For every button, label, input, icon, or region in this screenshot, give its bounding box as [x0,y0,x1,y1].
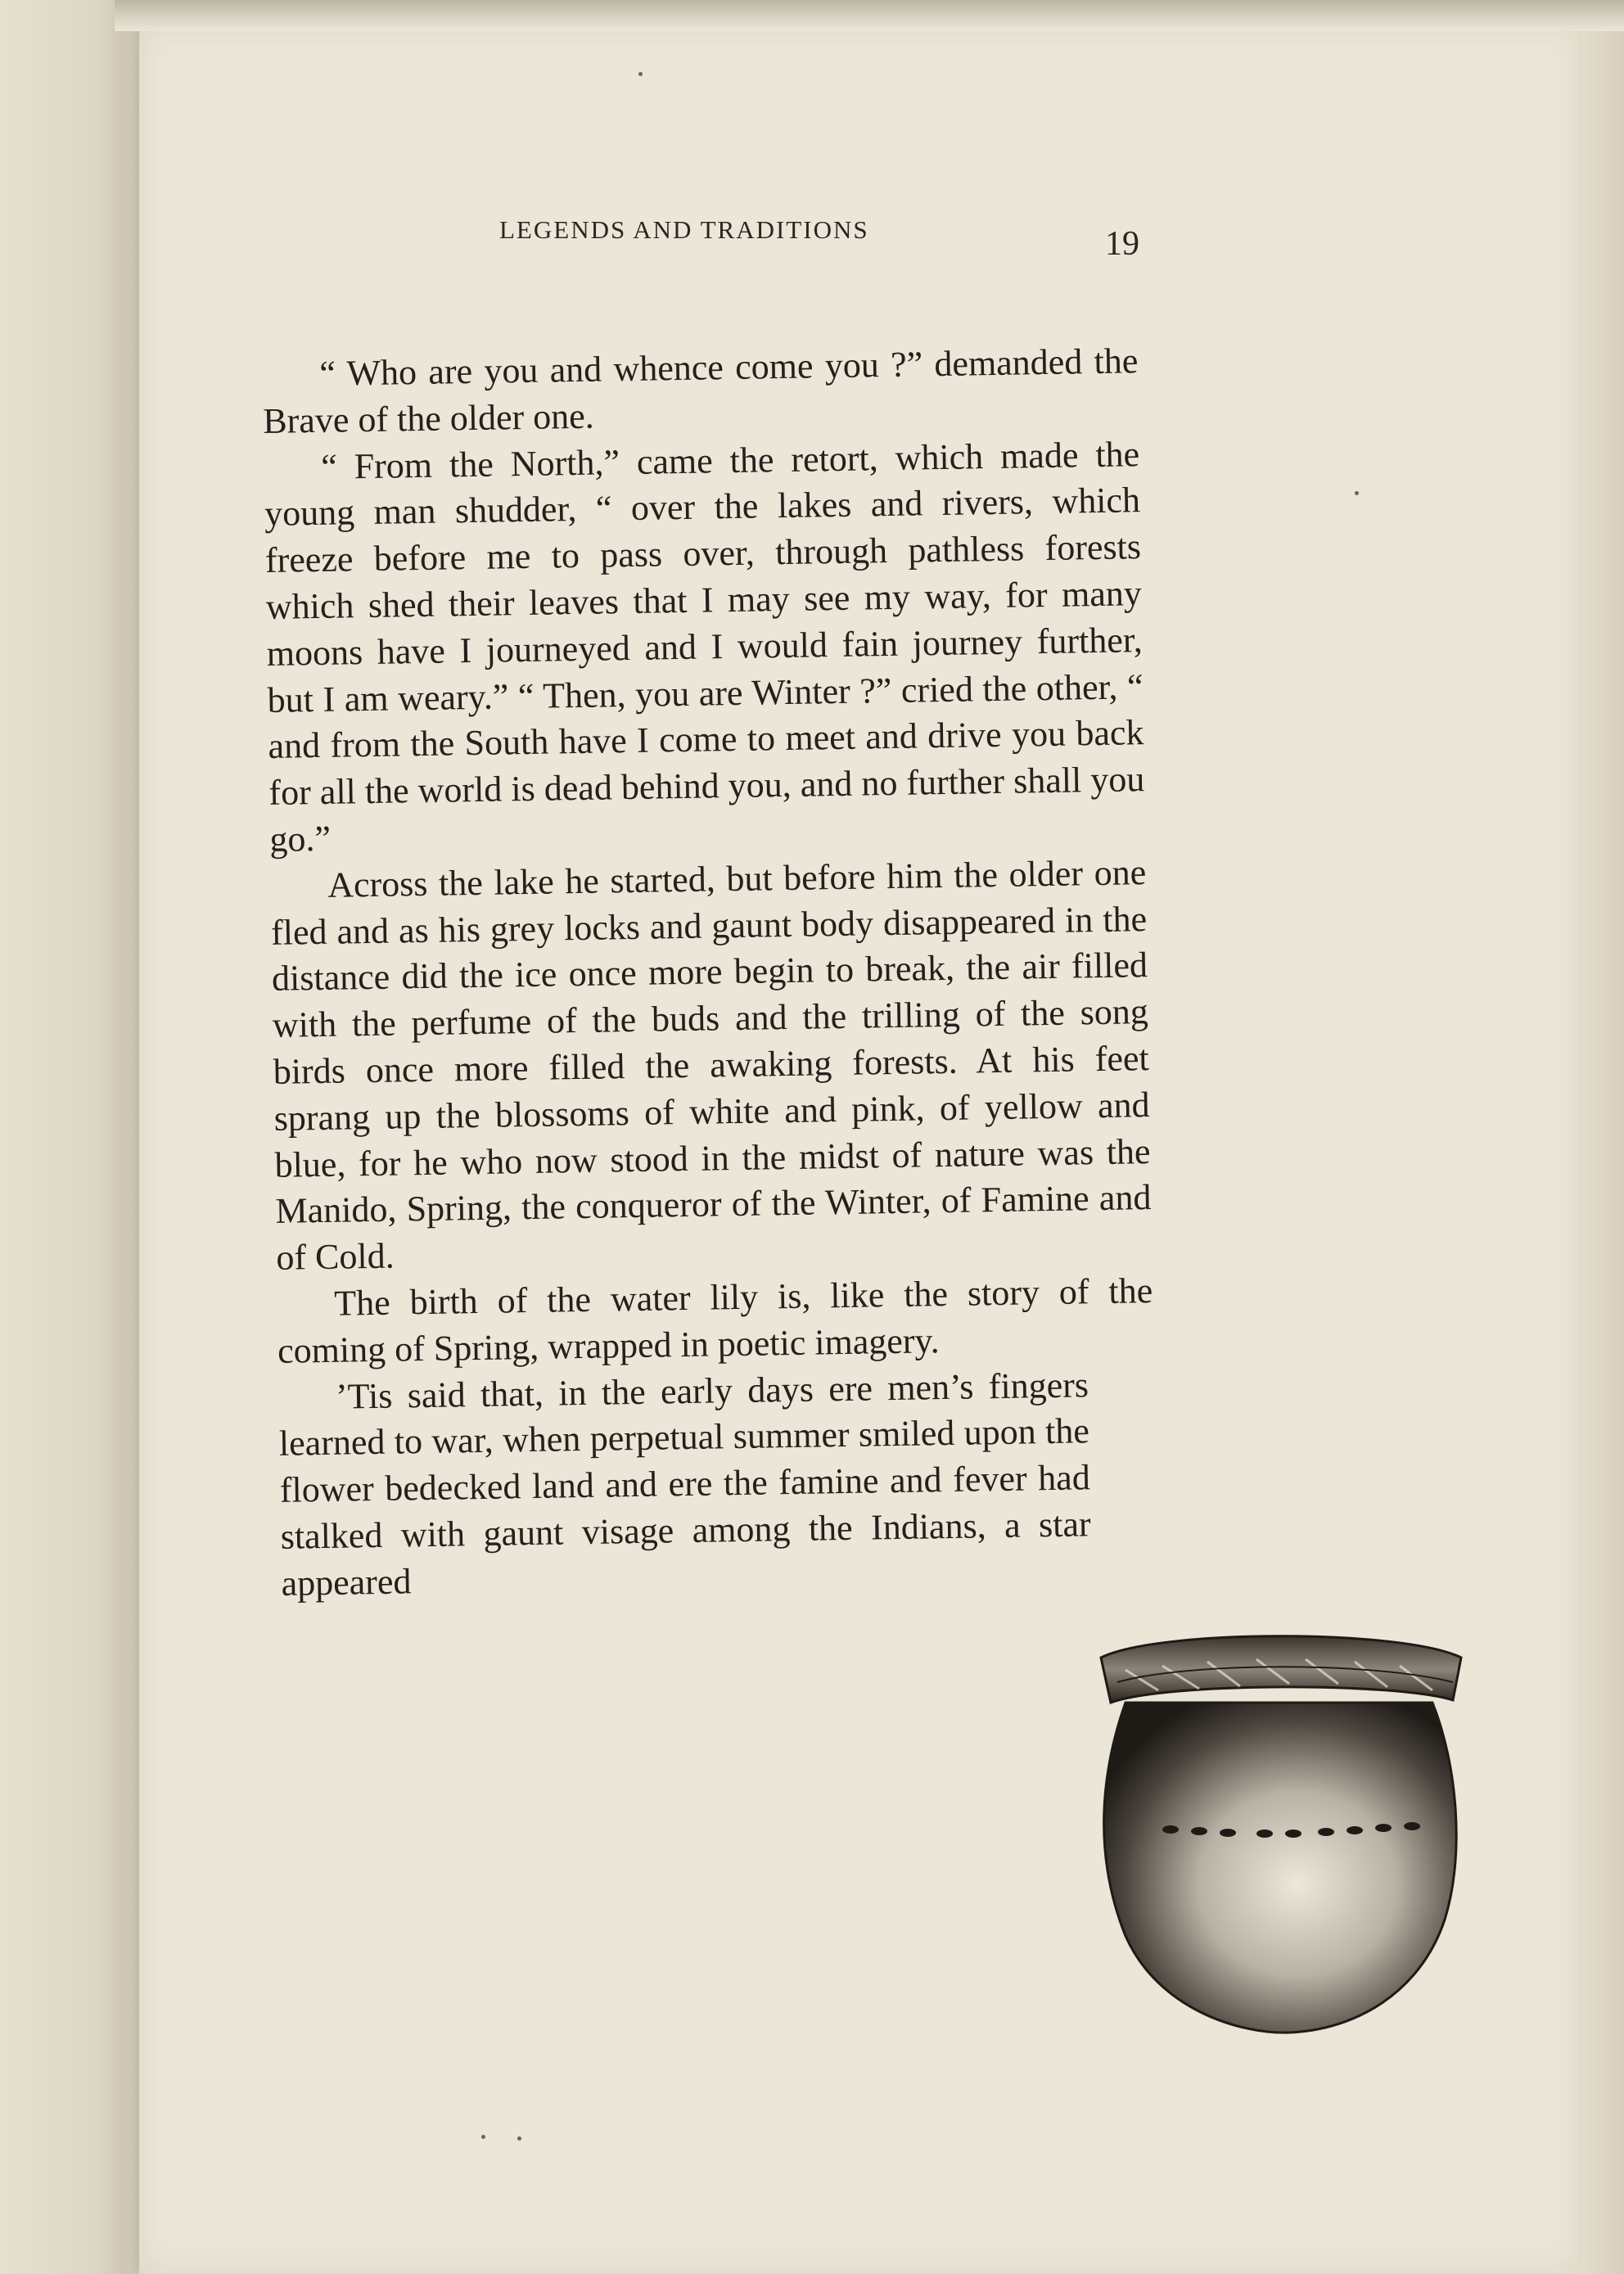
paragraph-4: The birth of the water lily is, like the story of the coming of Spring, wrapped in poetic imagery. [277,1270,1153,1371]
paragraph-5: ’Tis said that, in the early days ere men’s fingers learned to war, when perpetual summer smiled upon the flower bedecked land and ere the famine and fever had stalked with gaunt visage among the Indians, a star appeared [278,1364,1091,1604]
page-number: 19 [1105,225,1139,263]
pot-illustration [1093,1625,1469,2042]
body-text [262,338,1157,1607]
paper-speck [481,2135,485,2139]
paper-speck [517,2136,521,2141]
paragraph-2: “ From the North,” came the retort, which made the young man shudder, “ over the lakes and rivers, which freeze before me to pass over, through pathless forests which shed their leaves that I may see my way, for many moons have I journeyed and I would fain journey further, but I am weary.” “ Then, you are Winter ?” cried the other, “ and from the South have I come to meet and drive you back for all the world is dead behind you, and no further shall you go.” [264,433,1145,860]
paragraph-1: “ Who are you and whence come you ?” demanded the Brave of the older one. [262,341,1139,441]
page-top-edge [115,0,1624,31]
running-title: LEGENDS AND TRADITIONS [499,215,869,244]
paper-speck [638,72,643,76]
paragraph-3: Across the lake he started, but before him the older one fled and as his grey locks and gaunt body disappeared in the distance did the ice once more begin to break, the air filled with the perfume of the buds and the trilling of the song birds once more filled the awaking forests. At his feet sprang up the blossoms of white and pink, of yellow and blue, for he who now stood in the midst of nature was the Manido, Spring, the conqueror of the Winter, of Famine and of Cold. [270,851,1152,1279]
paper-speck [1355,491,1359,495]
